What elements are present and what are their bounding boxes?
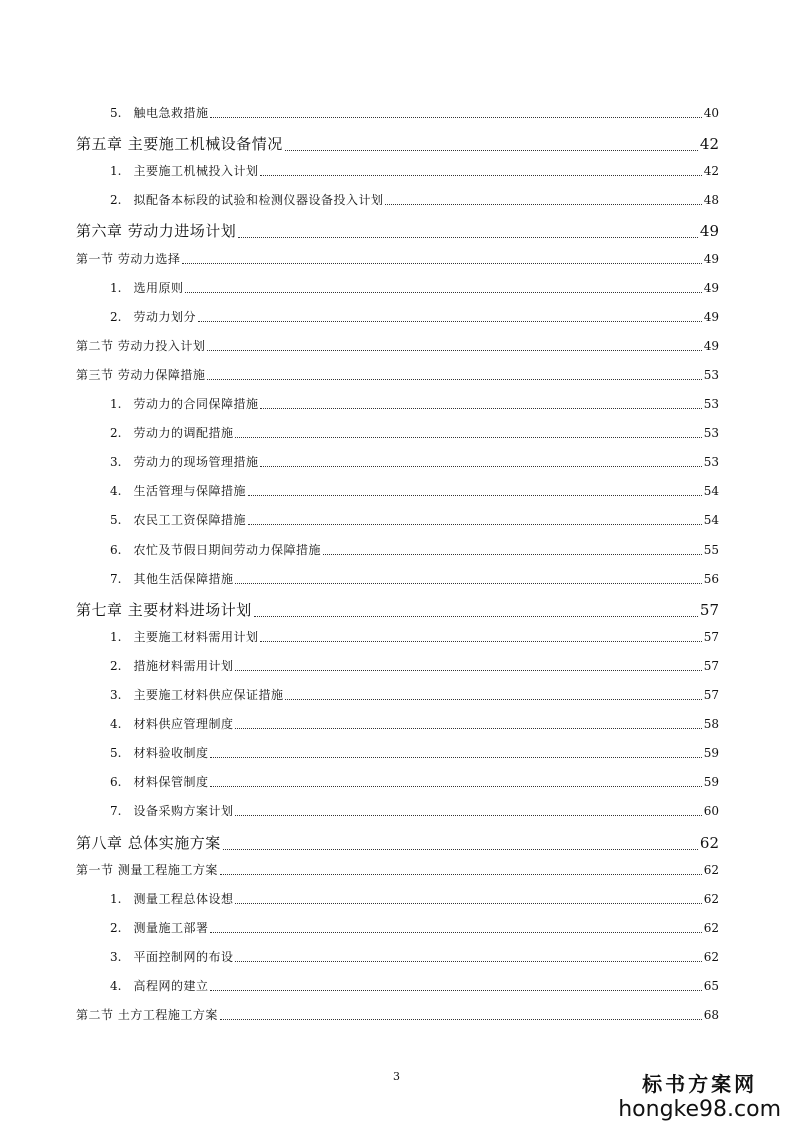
dot-leader [198, 320, 702, 322]
toc-entry[interactable] [76, 453, 719, 470]
toc-entry-page: 59 [703, 775, 719, 790]
toc-entry-page: 62 [703, 862, 719, 877]
toc-entry-page: 54 [703, 484, 719, 499]
toc-entry-title: 选用原则 [133, 280, 184, 295]
toc-entry-title: 主要施工机械投入计划 [133, 164, 259, 179]
toc-entry[interactable] [76, 919, 719, 936]
toc-entry-number: 5. [110, 746, 122, 761]
toc-entry-number: 2. [110, 193, 122, 208]
toc-entry-number: 2. [110, 920, 122, 935]
toc-entry-page: 58 [703, 717, 719, 732]
dot-leader [260, 465, 701, 467]
toc-entry-title: 主要施工材料需用计划 [133, 629, 259, 644]
toc-entry-title: 第五章 主要施工机械设备情况 [76, 135, 283, 154]
toc-entry-title: 措施材料需用计划 [133, 658, 234, 673]
toc-entry-title: 第六章 劳动力进场计划 [76, 222, 237, 241]
toc-entry[interactable] [76, 250, 719, 267]
dot-leader [210, 116, 701, 118]
toc-entry-title: 第三节 劳动力保障措施 [76, 367, 206, 382]
toc-entry-title: 农忙及节假日期间劳动力保障措施 [133, 542, 321, 557]
toc-entry[interactable] [76, 395, 719, 412]
toc-entry-title: 劳动力的现场管理措施 [133, 455, 259, 470]
toc-entry-title: 高程网的建立 [133, 979, 209, 993]
toc-entry-number: 7. [110, 804, 122, 819]
toc-entry-number: 4. [110, 717, 122, 732]
toc-entry[interactable] [76, 890, 719, 907]
toc-entry-title: 生活管理与保障措施 [133, 484, 246, 499]
toc-entry[interactable] [76, 570, 719, 587]
dot-leader [185, 291, 701, 293]
toc-entry[interactable] [76, 366, 719, 383]
dot-leader [260, 640, 701, 642]
toc-entry-page: 55 [703, 542, 719, 557]
toc-entry-page: 65 [703, 979, 719, 993]
toc-entry-title: 主要施工材料供应保证措施 [133, 688, 284, 702]
dot-leader [210, 989, 701, 991]
toc-entry[interactable] [76, 541, 719, 558]
toc-entry[interactable] [76, 482, 719, 499]
dot-leader [235, 902, 701, 904]
dot-leader [235, 436, 701, 438]
dot-leader [235, 727, 701, 729]
dot-leader [235, 669, 701, 671]
dot-leader [260, 174, 701, 176]
dot-leader [210, 931, 701, 933]
dot-leader [385, 203, 701, 205]
toc-entry-title: 第一节 测量工程施工方案 [76, 862, 218, 877]
dot-leader [254, 615, 698, 617]
toc-entry[interactable] [76, 948, 719, 965]
toc-entry-page: 57 [703, 658, 719, 673]
toc-entry-page: 53 [703, 397, 719, 411]
toc-entry-title: 第八章 总体实施方案 [76, 833, 221, 852]
toc-entry-page: 62 [703, 891, 719, 906]
dot-leader [238, 236, 698, 238]
toc-entry-page: 49 [699, 222, 719, 241]
dot-leader [207, 349, 701, 351]
toc-entry[interactable] [76, 773, 719, 790]
dot-leader [207, 378, 701, 380]
toc-entry-page: 49 [703, 251, 719, 266]
toc-entry-title: 测量工程总体设想 [133, 891, 234, 906]
toc-entry-page: 62 [699, 833, 719, 852]
toc-entry-title: 材料验收制度 [133, 746, 209, 761]
toc-entry-page: 42 [703, 164, 719, 179]
toc-entry-title: 材料供应管理制度 [133, 717, 234, 732]
toc-entry-number: 1. [110, 891, 122, 906]
toc-entry-page: 57 [703, 688, 719, 702]
toc-entry-page: 56 [703, 571, 719, 586]
toc-entry[interactable] [76, 657, 719, 674]
toc-entry[interactable] [76, 337, 719, 354]
toc-entry[interactable] [76, 220, 719, 241]
toc-entry-number: 2. [110, 658, 122, 673]
toc-entry-title: 材料保管制度 [133, 775, 209, 790]
toc-entry-title: 触电急救措施 [133, 106, 209, 120]
toc-entry-page: 40 [703, 106, 719, 120]
toc-entry[interactable] [76, 628, 719, 645]
toc-entry-number: 2. [110, 426, 122, 441]
toc-entry-title: 第七章 主要材料进场计划 [76, 600, 252, 619]
toc-entry-page: 53 [703, 367, 719, 382]
toc-entry-title: 农民工工资保障措施 [133, 513, 246, 528]
toc-entry[interactable] [76, 1006, 719, 1023]
dot-leader [248, 494, 702, 496]
dot-leader [285, 698, 701, 700]
dot-leader [235, 814, 701, 816]
toc-entry-page: 57 [699, 600, 719, 619]
toc-entry[interactable] [76, 744, 719, 761]
toc-entry-page: 62 [703, 920, 719, 935]
watermark-cn: 标书方案网 [642, 1072, 758, 1096]
toc-entry-page: 53 [703, 426, 719, 441]
dot-leader [235, 960, 701, 962]
toc-entry-page: 59 [703, 746, 719, 761]
toc-entry[interactable] [76, 802, 719, 819]
toc-entry-page: 49 [703, 338, 719, 353]
dot-leader [285, 149, 698, 151]
toc-entry-number: 1. [110, 280, 122, 295]
toc-entry[interactable] [76, 279, 719, 296]
toc-entry-title: 劳动力的调配措施 [133, 426, 234, 441]
watermark-en: hongke98.com [618, 1097, 781, 1122]
toc-entry-number: 1. [110, 397, 122, 411]
toc-entry-number: 5. [110, 513, 122, 528]
toc-entry-page: 53 [703, 455, 719, 470]
toc-entry-page: 48 [703, 193, 719, 208]
dot-leader [210, 785, 701, 787]
toc-entry-page: 57 [703, 629, 719, 644]
toc-entry-title: 拟配备本标段的试验和检测仪器设备投入计划 [133, 193, 384, 208]
toc-entry[interactable] [76, 511, 719, 528]
toc-entry-title: 劳动力划分 [133, 309, 196, 324]
toc-entry[interactable] [76, 599, 719, 620]
toc-entry[interactable] [76, 162, 719, 179]
toc-entry-title: 平面控制网的布设 [133, 949, 234, 964]
toc-entry-number: 5. [110, 106, 122, 120]
toc-entry-number: 6. [110, 542, 122, 557]
toc-entry-page: 68 [703, 1008, 719, 1023]
toc-entry[interactable] [76, 191, 719, 208]
toc-entry[interactable] [76, 832, 719, 853]
toc-entry[interactable] [76, 715, 719, 732]
dot-leader [323, 553, 702, 555]
toc-entry-number: 2. [110, 309, 122, 324]
dot-leader [220, 873, 702, 875]
dot-leader [182, 262, 701, 264]
toc-entry-number: 4. [110, 979, 122, 993]
toc-entry-page: 62 [703, 949, 719, 964]
toc-entry-number: 3. [110, 455, 122, 470]
page-number: 3 [393, 1070, 400, 1083]
toc-entry[interactable] [76, 424, 719, 441]
toc-entry-page: 49 [703, 280, 719, 295]
dot-leader [235, 582, 701, 584]
dot-leader [210, 756, 701, 758]
watermark-logo [618, 1068, 781, 1122]
toc-entry[interactable] [76, 686, 719, 703]
dot-leader [223, 848, 698, 850]
toc-entry-number: 4. [110, 484, 122, 499]
toc-entry-number: 1. [110, 629, 122, 644]
dot-leader [220, 1018, 702, 1020]
toc-entry-page: 49 [703, 309, 719, 324]
toc-entry-page: 42 [699, 135, 719, 154]
toc-entry[interactable] [76, 133, 719, 154]
dot-leader [248, 523, 702, 525]
toc-entry[interactable] [76, 977, 719, 994]
toc-entry-title: 测量施工部署 [133, 920, 209, 935]
toc-entry-title: 第二节 劳动力投入计划 [76, 338, 206, 353]
toc-entry-title: 劳动力的合同保障措施 [133, 397, 259, 411]
toc-entry-title: 第二节 土方工程施工方案 [76, 1008, 218, 1023]
toc-entry-title: 其他生活保障措施 [133, 571, 234, 586]
toc-entry-number: 7. [110, 571, 122, 586]
toc-entry[interactable] [76, 861, 719, 878]
toc-entry-number: 1. [110, 164, 122, 179]
toc-entry-number: 6. [110, 775, 122, 790]
toc-entry-title: 设备采购方案计划 [133, 804, 234, 819]
toc-entry[interactable] [76, 104, 719, 121]
dot-leader [260, 407, 701, 409]
toc-entry-page: 54 [703, 513, 719, 528]
toc-entry-page: 60 [703, 804, 719, 819]
toc-entry-number: 3. [110, 949, 122, 964]
toc-entry-title: 第一节 劳动力选择 [76, 251, 181, 266]
toc-entry[interactable] [76, 308, 719, 325]
toc-entry-number: 3. [110, 688, 122, 702]
